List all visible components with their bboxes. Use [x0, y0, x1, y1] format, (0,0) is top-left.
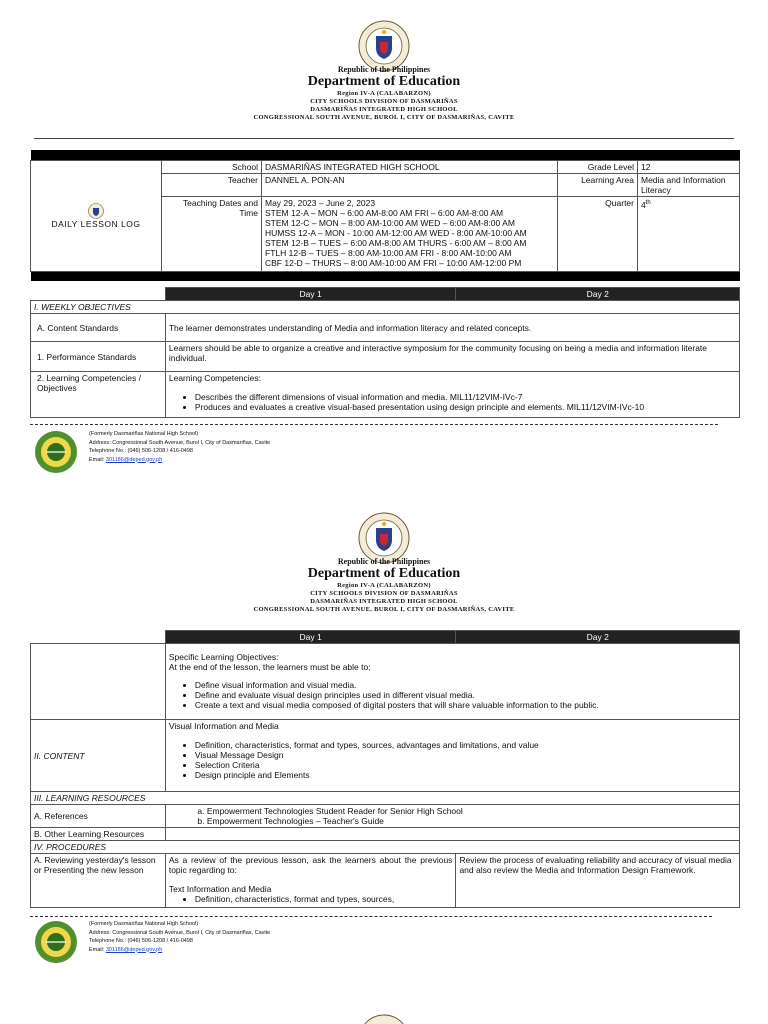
competencies-list [195, 392, 736, 412]
division-text: CITY SCHOOLS DIVISION OF DASMARIÑAS [310, 98, 458, 105]
deped-small-seal-icon [88, 203, 104, 219]
objectives-table [30, 287, 740, 418]
footer-formerly: (Formerly Dasmariñas National High School) [89, 431, 199, 437]
list-item: • Produces and evaluates a creative visual-based presentation using design principle and elements. MIL11/12VIM-IVc-10 [195, 402, 736, 412]
footer-address: Address: Congressional South Avenue, Burol I, City of Dasmariñas, Cavite [89, 439, 271, 446]
republic-text: Republic of the Philippines [337, 65, 431, 74]
review-day1-text: As a review of the previous lesson, ask the learners about the previous topic regarding to: [168, 855, 453, 875]
page-2 [0, 500, 768, 1024]
specific-objectives-cell [165, 644, 739, 720]
procedures-heading: IV. PROCEDURES [31, 841, 740, 854]
list-item: • Define visual information and visual media. [195, 680, 736, 690]
content-standards-value: The learner demonstrates understanding of Media and information literacy and related concepts. [165, 314, 739, 342]
content-list [195, 740, 736, 780]
school-text: DASMARIÑAS INTEGRATED HIGH SCHOOL [310, 598, 458, 605]
school-text: DASMARIÑAS INTEGRATED HIGH SCHOOL [310, 106, 458, 113]
list-item: • Visual Message Design [195, 750, 736, 760]
competencies-heading: Learning Competencies: [168, 373, 261, 383]
list-item: • Selection Criteria [195, 760, 736, 770]
deped-seal-icon [358, 1014, 410, 1024]
performance-standards-label: 1. Performance Standards [31, 342, 166, 372]
date-line: STEM 12-A – MON – 6:00 AM-8:00 AM FRI – 6:00 AM-8:00 AM [265, 207, 504, 218]
dates-value [262, 196, 558, 271]
review-day1-sub: Text Information and Media [168, 884, 272, 894]
school-label: School [162, 160, 262, 173]
other-resources-label: B. Other Learning Resources [31, 828, 166, 841]
dates-label: Teaching Dates and Time [162, 196, 262, 271]
list-item: • Definition, characteristics, format and types, sources, [195, 894, 453, 904]
date-line: STEM 12-C – MON – 8:00 AM-10:00 AM WED – 6:00 AM-8:00 AM [265, 217, 515, 228]
department-title: Department of Education [307, 566, 461, 581]
blank-corner [31, 288, 166, 301]
area-label: Learning Area [558, 173, 638, 196]
content-label: II. CONTENT [31, 720, 166, 792]
quarter-label: Quarter [558, 196, 638, 271]
footer [34, 920, 734, 966]
address-text: CONGRESSIONAL SOUTH AVENUE, BUROL I, CITY OF DASMARIÑAS, CAVITE [253, 114, 515, 121]
day1-header: Day 1 [165, 288, 456, 301]
area-value: Media and Information Literacy [638, 173, 740, 196]
review-day1-cell [165, 854, 456, 908]
list-item: b. Empowerment Technologies – Teacher's Guide [207, 816, 736, 826]
republic-text: Republic of the Philippines [337, 557, 431, 566]
footer-address: Address: Congressional South Avenue, Burol I, City of Dasmariñas, Cavite [89, 929, 271, 936]
performance-standards-value: Learners should be able to organize a creative and interactive symposium for the community focusing on being a media and information literate individual. [165, 342, 739, 372]
review-day1-list [195, 894, 453, 904]
department-title: Department of Education [307, 74, 461, 89]
references-cell [165, 805, 739, 828]
header-rule [34, 138, 734, 139]
email-link[interactable]: 301186@deped.gov.ph [105, 456, 163, 463]
email-link[interactable]: 301186@deped.gov.ph [105, 946, 163, 953]
review-day2-cell: Review the process of evaluating reliability and accuracy of visual media and also review the Media and Information Design Framework. [456, 854, 740, 908]
school-value: DASMARIÑAS INTEGRATED HIGH SCHOOL [262, 160, 558, 173]
competencies-cell [165, 372, 739, 418]
date-line: HUMSS 12-A – MON - 10:00 AM-12:00 AM WED - 8:00 AM-10:00 AM [265, 227, 527, 238]
table-top-bar [31, 150, 740, 160]
grade-value: 12 [638, 160, 740, 173]
footer-text [89, 430, 270, 464]
footer-email-label: Email: [89, 456, 106, 463]
letterhead [0, 557, 768, 614]
weekly-objectives-heading: I. WEEKLY OBJECTIVES [31, 301, 740, 314]
footer-telephone: Telephone No.: (046) 506-1208 / 416-0498 [89, 448, 193, 454]
letterhead [0, 65, 768, 122]
blank-corner [31, 631, 166, 644]
footer-email-line [89, 456, 270, 465]
specific-list [195, 680, 736, 710]
day1-header: Day 1 [165, 631, 456, 644]
date-line: STEM 12-B – TUES – 6:00 AM-8:00 AM THURS - 6:00 AM – 8:00 AM [265, 237, 527, 248]
footer-telephone: Telephone No.: (046) 506-1208 / 416-0498 [89, 938, 193, 944]
other-resources-cell [165, 828, 739, 841]
title-cell [31, 160, 162, 271]
quarter-suffix: th [645, 199, 651, 206]
region-text: Region IV-A (CALABARZON) [337, 582, 431, 589]
review-label: A. Reviewing yesterday's lesson or Presenting the new lesson [31, 854, 166, 908]
day2-header: Day 2 [456, 631, 740, 644]
list-item: • Design principle and Elements [195, 770, 736, 780]
learning-resources-heading: III. LEARNING RESOURCES [31, 792, 740, 805]
footer [34, 430, 734, 476]
quarter-number: 4 [641, 199, 646, 210]
list-item: a. Empowerment Technologies Student Reader for Senior High School [207, 806, 736, 816]
date-line: May 29, 2023 – June 2, 2023 [265, 197, 376, 208]
day2-header: Day 2 [456, 288, 740, 301]
content-heading: Visual Information and Media [168, 721, 279, 731]
daily-lesson-log-title: DAILY LESSON LOG [51, 218, 141, 229]
references-label: A. References [31, 805, 166, 828]
division-text: CITY SCHOOLS DIVISION OF DASMARIÑAS [310, 590, 458, 597]
list-item: • Definition, characteristics, format and types, sources, advantages and limitations, and value [195, 740, 736, 750]
objectives-label-cell [31, 644, 166, 720]
teacher-value: DANNEL A. PON-AN [262, 173, 558, 196]
region-text: Region IV-A (CALABARZON) [337, 90, 431, 97]
footer-formerly: (Formerly Dasmariñas National High School) [89, 921, 199, 927]
footer-email-label: Email: [89, 946, 106, 953]
school-logo-icon [34, 920, 78, 964]
date-line: FTLH 12-B – TUES – 8:00 AM-10:00 AM FRI - 8:00 AM-10:00 AM [265, 247, 512, 258]
list-item: • Define and evaluate visual design principles used in different visual media. [195, 690, 736, 700]
table-bottom-bar [31, 271, 740, 281]
page-separator [30, 916, 712, 917]
address-text: CONGRESSIONAL SOUTH AVENUE, BUROL I, CITY OF DASMARIÑAS, CAVITE [253, 606, 515, 613]
footer-text [89, 920, 270, 954]
grade-label: Grade Level [558, 160, 638, 173]
specific-heading: Specific Learning Objectives: [168, 652, 279, 662]
list-item: • Create a text and visual media composed of digital posters that will share valuable information to the public. [195, 700, 736, 710]
content-standards-label: A. Content Standards [31, 314, 166, 342]
date-line: CBF 12-D – THURS – 8:00 AM-10:00 AM FRI – 10:00 AM-12:00 PM [265, 257, 522, 268]
lesson-info-table [30, 150, 740, 281]
specific-intro: At the end of the lesson, the learners must be able to: [168, 662, 371, 672]
page-1 [0, 0, 768, 500]
list-item: • Describes the different dimensions of visual information and media. MIL11/12VIM-IVc-7 [195, 392, 736, 402]
content-cell [165, 720, 739, 792]
references-list [207, 806, 736, 826]
lesson-plan-table [30, 630, 740, 908]
page-separator [30, 424, 718, 425]
school-logo-icon [34, 430, 78, 474]
footer-email-line [89, 946, 270, 955]
quarter-value [638, 196, 740, 271]
competencies-label: 2. Learning Competencies / Objectives [31, 372, 166, 418]
teacher-label: Teacher [162, 173, 262, 196]
